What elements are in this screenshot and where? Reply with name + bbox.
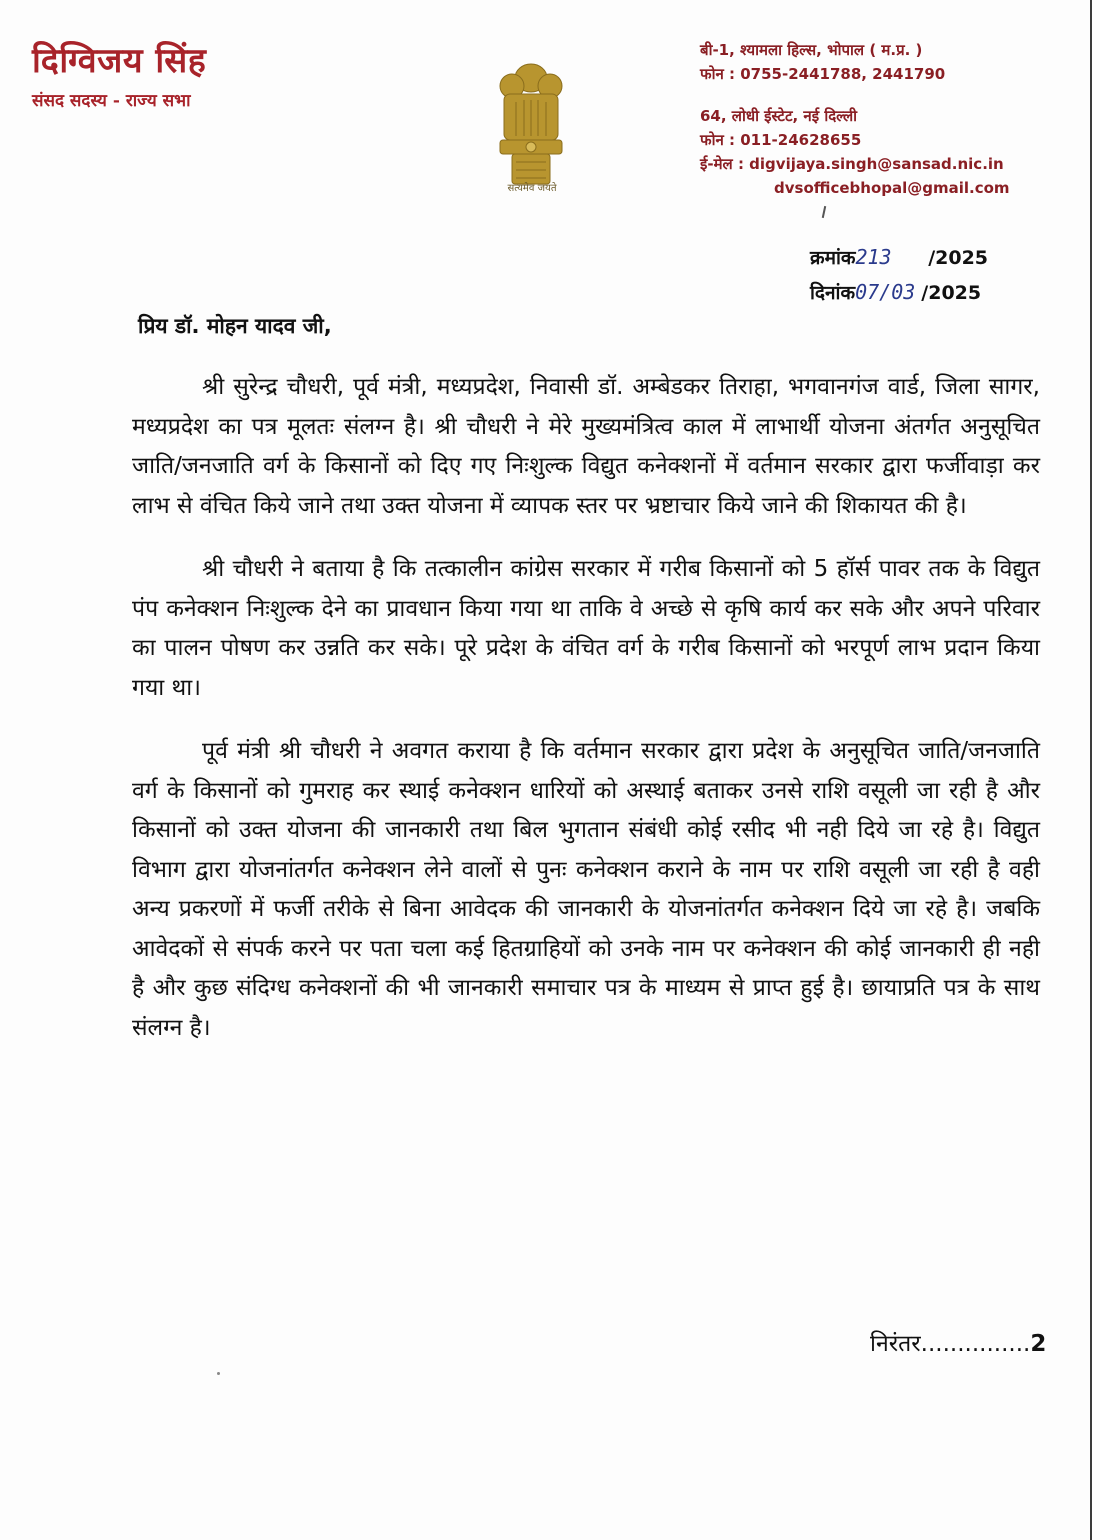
page-border xyxy=(1090,0,1092,1540)
email-secondary: dvsofficebhopal@gmail.com xyxy=(774,179,1010,197)
reference-date-value: 07/03 xyxy=(855,280,916,304)
sender-address-block xyxy=(700,38,1080,200)
letter-body xyxy=(132,368,1040,1048)
continuation-page: 2 xyxy=(1030,1331,1047,1357)
reference-number-label: क्रमांक xyxy=(810,247,856,269)
reference-date xyxy=(810,275,1070,310)
reference-number-year: /2025 xyxy=(921,247,989,269)
sender-name: दिग्विजय सिंह xyxy=(32,41,207,81)
reference-date-year: /2025 xyxy=(921,282,982,304)
salutation: प्रिय डॉ. मोहन यादव जी, xyxy=(138,314,332,338)
address-delhi: 64, लोधी ईस्टेट, नई दिल्ली xyxy=(700,107,858,125)
paragraph: श्री चौधरी ने बताया है कि तत्कालीन कांग्रेस सरकार में गरीब किसानों को 5 हॉर्स पावर तक के विद्युत पंप कनेक्शन निःशुल्क देने का प्रावधान किया गया था ताकि वे अच्छे से कृषि कार्य कर सके और अपने परिवार का पालन पोषण कर उन्नति कर सके। पूरे प्रदेश के वंचित वर्ग के गरीब किसानों को भरपूर्ण लाभ प्रदान किया गया था। xyxy=(132,556,1040,701)
ink-speck xyxy=(217,1372,220,1375)
reference-block xyxy=(810,240,1070,310)
phone-bhopal: फोन : 0755-2441788, 2441790 xyxy=(700,65,946,83)
emblem-motto: सत्यमेव जयते xyxy=(507,183,557,194)
reference-number xyxy=(810,240,1070,275)
reference-date-label: दिनांक xyxy=(810,282,856,304)
sender-designation: संसद सदस्य - राज्य सभा xyxy=(32,91,191,111)
address-bhopal: बी-1, श्यामला हिल्स, भोपाल ( म.प्र. ) xyxy=(700,41,923,59)
paragraph: पूर्व मंत्री श्री चौधरी ने अवगत कराया है कि वर्तमान सरकार द्वारा प्रदेश के अनुसूचित जाति/जनजाति वर्ग के किसानों को गुमराह कर स्थाई कनेक्शन धारियों को अस्थाई बताकर उनसे राशि वसूली जा रही है और किसानों को उक्त योजना की जानकारी तथा बिल भुगतान संबंधी कोई रसीद भी नही दिये जा रहे है। विद्युत विभाग द्वारा योजनांतर्गत कनेक्शन लेने वालों से पुनः कनेक्शन कराने के नाम पर राशि वसूली जा रही है वही अन्य प्रकरणों में फर्जी तरीके से बिना आवेदक की जानकारी के योजनांतर्गत कनेक्शन दिये जा रहे है। जबकि आवेदकों से संपर्क करने पर पता चला कई हितग्राहियों को उनके नाम पर कनेक्शन की कोई जानकारी ही नही है और कुछ संदिग्ध कनेक्शनों की भी जानकारी समाचार पत्र के माध्यम से प्राप्त हुई है। छायाप्रति पत्र के साथ संलग्न है। xyxy=(132,738,1040,1041)
pen-mark xyxy=(822,206,826,218)
reference-number-value: 213 xyxy=(855,245,892,269)
continuation-label: निरंतर xyxy=(870,1331,921,1357)
paragraph: श्री सुरेन्द्र चौधरी, पूर्व मंत्री, मध्यप्रदेश, निवासी डॉ. अम्बेडकर तिराहा, भगवानगंज वार्ड, जिला सागर, मध्यप्रदेश का पत्र मूलतः संलग्न है। श्री चौधरी ने मेरे मुख्यमंत्रित्व काल में लाभार्थी योजना अंतर्गत अनुसूचित जाति/जनजाति वर्ग के किसानों को दिए गए निःशुल्क विद्युत कनेक्शनों में वर्तमान सरकार द्वारा फर्जीवाड़ा कर लाभ से वंचित किये जाने तथा उक्त योजना में व्यापक स्तर पर भ्रष्टाचार किये जाने की शिकायत की है। xyxy=(132,374,1040,519)
continuation-note xyxy=(870,1326,1046,1358)
email-primary: ई-मेल : digvijaya.singh@sansad.nic.in xyxy=(700,155,1004,173)
continuation-dots: ............... xyxy=(920,1331,1031,1357)
phone-delhi: फोन : 011-24628655 xyxy=(700,131,862,149)
